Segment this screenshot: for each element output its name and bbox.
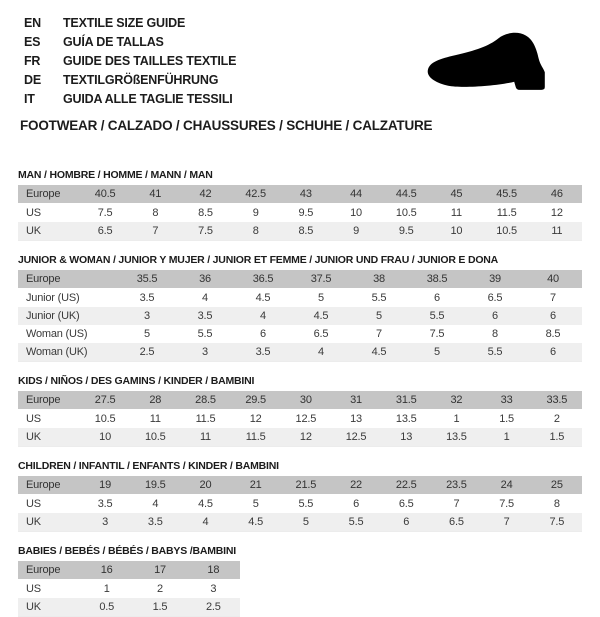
size-value: 22.5 [381,476,431,495]
table-row [18,428,582,447]
language-row [24,71,236,90]
size-value: 5 [350,307,408,325]
size-value: 1 [431,410,481,429]
size-value: 10 [431,222,481,241]
size-value: 7.5 [180,222,230,241]
size-value: 8 [130,204,180,223]
row-label: Europe [18,561,80,580]
size-value: 4 [292,343,350,362]
size-table [18,270,582,362]
size-value: 31 [331,391,381,410]
size-value: 43 [281,185,331,204]
size-value: 7.5 [482,495,532,514]
size-value: 7 [431,495,481,514]
row-label: Junior (US) [18,289,118,308]
size-value: 45 [431,185,481,204]
size-value: 4.5 [180,495,230,514]
size-value: 8 [231,222,281,241]
section-title: KIDS / NIÑOS / DES GAMINS / KINDER / BAMBINI [18,375,255,387]
size-value: 30 [281,391,331,410]
row-label: US [18,204,80,223]
size-value: 3 [118,307,176,325]
size-value: 6.5 [466,289,524,308]
size-value: 42 [180,185,230,204]
size-value: 0.5 [80,598,133,617]
table-row [18,204,582,223]
row-label: Europe [18,391,80,410]
section-title: JUNIOR & WOMAN / JUNIOR Y MUJER / JUNIOR ET FEMME / JUNIOR UND FRAU / JUNIOR E DONA [18,254,499,266]
size-value: 29.5 [231,391,281,410]
table-row [18,307,582,325]
size-value: 28.5 [180,391,230,410]
size-value: 32 [431,391,481,410]
size-value: 16 [80,561,133,580]
size-value: 12 [281,428,331,447]
size-value: 9.5 [281,204,331,223]
size-value: 5.5 [466,343,524,362]
table-row [18,185,582,204]
size-value: 6 [381,513,431,532]
size-value: 13 [331,410,381,429]
shoe-icon [398,28,576,101]
size-value: 11 [532,222,582,241]
size-value: 21 [231,476,281,495]
size-value: 8.5 [524,325,582,343]
size-value: 19 [80,476,130,495]
size-value: 3.5 [118,289,176,308]
size-value: 36 [176,270,234,289]
language-label: TEXTILE SIZE GUIDE [63,16,186,30]
size-table-section [18,254,582,362]
language-label: GUÍA DE TALLAS [63,35,164,49]
size-value: 36.5 [234,270,292,289]
size-value: 22 [331,476,381,495]
size-value: 35.5 [118,270,176,289]
size-value: 5 [231,495,281,514]
size-value: 10.5 [381,204,431,223]
size-value: 11 [130,410,180,429]
size-value: 3 [80,513,130,532]
size-value: 11.5 [231,428,281,447]
size-value: 12 [231,410,281,429]
size-value: 5.5 [408,307,466,325]
size-value: 7 [482,513,532,532]
size-value: 6 [466,307,524,325]
language-code: DE [24,73,41,87]
size-table [18,476,582,532]
size-value: 11 [431,204,481,223]
row-label: US [18,495,80,514]
table-row [18,343,582,362]
size-value: 19.5 [130,476,180,495]
row-label: Europe [18,476,80,495]
size-value: 45.5 [482,185,532,204]
size-value: 1 [482,428,532,447]
section-title: MAN / HOMBRE / HOMME / MANN / MAN [18,169,213,181]
size-value: 4 [176,289,234,308]
table-row [18,325,582,343]
size-value: 20 [180,476,230,495]
size-value: 33 [482,391,532,410]
table-row [18,391,582,410]
size-value: 7.5 [532,513,582,532]
size-value: 8.5 [180,204,230,223]
row-label: UK [18,428,80,447]
size-value: 4 [130,495,180,514]
size-value: 24 [482,476,532,495]
size-value: 4 [234,307,292,325]
size-table [18,391,582,447]
size-value: 18 [187,561,240,580]
size-value: 8 [532,495,582,514]
size-value: 12 [532,204,582,223]
size-value: 4.5 [350,343,408,362]
size-value: 2 [532,410,582,429]
row-label: Europe [18,270,118,289]
size-value: 6 [524,307,582,325]
category-heading: FOOTWEAR / CALZADO / CHAUSSURES / SCHUHE / CALZATURE [20,118,433,133]
row-label: Junior (UK) [18,307,118,325]
language-row [24,90,236,109]
row-label: UK [18,598,80,617]
size-value: 4.5 [234,289,292,308]
table-row [18,410,582,429]
language-list [18,14,236,109]
row-label: US [18,410,80,429]
size-value: 3.5 [176,307,234,325]
table-row [18,289,582,308]
language-code: IT [24,92,35,106]
size-value: 1.5 [133,598,186,617]
size-value: 6.5 [431,513,481,532]
size-table-section [18,545,582,617]
size-value: 11.5 [482,204,532,223]
size-value: 10 [331,204,381,223]
language-label: TEXTILGRÖßENFÜHRUNG [63,73,219,87]
language-row [24,14,236,33]
row-label: Woman (US) [18,325,118,343]
size-value: 13.5 [431,428,481,447]
size-value: 3.5 [80,495,130,514]
table-row [18,598,240,617]
size-value: 6 [408,289,466,308]
size-value: 46 [532,185,582,204]
size-value: 4.5 [231,513,281,532]
language-code: EN [24,16,41,30]
size-value: 8 [466,325,524,343]
size-table-section [18,169,582,241]
table-row [18,561,240,580]
language-row [24,52,236,71]
size-value: 44.5 [381,185,431,204]
size-value: 2.5 [118,343,176,362]
size-value: 23.5 [431,476,481,495]
size-value: 28 [130,391,180,410]
size-value: 9 [231,204,281,223]
size-value: 3.5 [234,343,292,362]
table-row [18,476,582,495]
size-value: 7 [524,289,582,308]
size-value: 7.5 [80,204,130,223]
size-value: 10.5 [482,222,532,241]
size-value: 31.5 [381,391,431,410]
size-value: 10.5 [130,428,180,447]
size-value: 44 [331,185,381,204]
size-value: 4.5 [292,307,350,325]
size-value: 5 [281,513,331,532]
size-value: 7 [350,325,408,343]
size-value: 33.5 [532,391,582,410]
header [18,14,582,109]
size-value: 6.5 [381,495,431,514]
size-value: 6.5 [292,325,350,343]
size-value: 7.5 [408,325,466,343]
size-tables [18,169,582,617]
size-value: 3.5 [130,513,180,532]
size-value: 5.5 [176,325,234,343]
language-code: FR [24,54,41,68]
size-value: 6 [524,343,582,362]
row-label: Europe [18,185,80,204]
table-row [18,513,582,532]
size-value: 5.5 [350,289,408,308]
size-value: 5.5 [331,513,381,532]
size-value: 10 [80,428,130,447]
size-table-section [18,460,582,532]
size-value: 2 [133,580,186,599]
size-value: 1.5 [532,428,582,447]
size-value: 5 [408,343,466,362]
size-value: 4 [180,513,230,532]
size-value: 2.5 [187,598,240,617]
size-value: 41 [130,185,180,204]
size-value: 1.5 [482,410,532,429]
size-value: 9.5 [381,222,431,241]
language-label: GUIDE DES TAILLES TEXTILE [63,54,237,68]
size-value: 21.5 [281,476,331,495]
size-table-section [18,375,582,447]
section-title: CHILDREN / INFANTIL / ENFANTS / KINDER / BAMBINI [18,460,279,472]
size-value: 12.5 [281,410,331,429]
size-value: 5.5 [281,495,331,514]
size-value: 13.5 [381,410,431,429]
language-row [24,33,236,52]
row-label: UK [18,513,80,532]
size-value: 38 [350,270,408,289]
size-value: 13 [381,428,431,447]
size-value: 37.5 [292,270,350,289]
table-row [18,495,582,514]
row-label: Woman (UK) [18,343,118,362]
size-value: 38.5 [408,270,466,289]
size-value: 17 [133,561,186,580]
table-row [18,270,582,289]
size-value: 5 [292,289,350,308]
size-value: 6 [234,325,292,343]
language-label: GUIDA ALLE TAGLIE TESSILI [63,92,233,106]
size-value: 3 [187,580,240,599]
size-value: 40 [524,270,582,289]
size-value: 40.5 [80,185,130,204]
size-value: 8.5 [281,222,331,241]
section-title: BABIES / BEBÉS / BÉBÉS / BABYS /BAMBINI [18,545,236,557]
table-row [18,222,582,241]
size-value: 42.5 [231,185,281,204]
size-value: 27.5 [80,391,130,410]
size-value: 12.5 [331,428,381,447]
size-value: 39 [466,270,524,289]
size-value: 1 [80,580,133,599]
size-value: 11.5 [180,410,230,429]
row-label: US [18,580,80,599]
size-value: 9 [331,222,381,241]
size-value: 6 [331,495,381,514]
size-value: 6.5 [80,222,130,241]
size-value: 11 [180,428,230,447]
size-table [18,185,582,241]
size-value: 10.5 [80,410,130,429]
row-label: UK [18,222,80,241]
language-code: ES [24,35,41,49]
table-row [18,580,240,599]
size-value: 5 [118,325,176,343]
size-table [18,561,240,617]
size-value: 25 [532,476,582,495]
size-value: 7 [130,222,180,241]
size-value: 3 [176,343,234,362]
